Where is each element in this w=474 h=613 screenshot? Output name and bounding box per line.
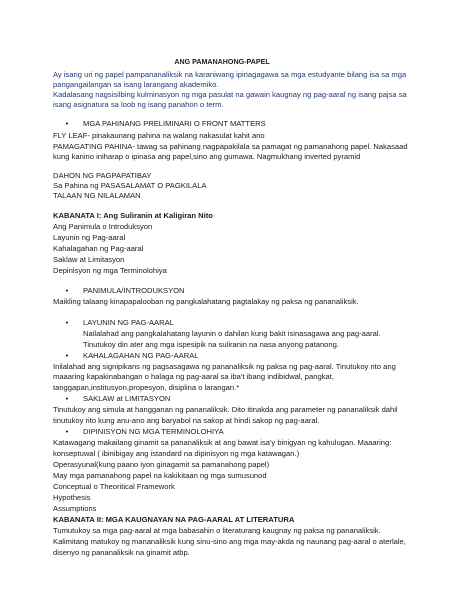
document-title: ANG PAMANAHONG-PAPEL [174, 57, 270, 66]
bullet-icon: • [65, 286, 69, 295]
bullet-icon: • [65, 351, 69, 360]
chapter1-part: Layunin ng Pag-aaral [53, 233, 126, 242]
chapter1-part: Ang Panimula o Introduksyon [53, 222, 153, 231]
significance-line: tanggapan,institusyon,propesyon, disiplina o larangan.* [53, 383, 240, 392]
prelim-page-item: TALAAN NG NILALAMAN [53, 191, 141, 200]
definition-line: Katawagang makailang ginamit sa pananaliksik at ang bawat isa'y binigyan ng kahulugan. Maaaring: [53, 438, 392, 447]
definition-line: May mga pamanahong papel na kakikitaan ng mga sumusunod [53, 471, 267, 480]
chapter2-line: Tumutukoy sa mga pag-aaral at mga babasahin o literaturang kaugnay ng paksa ng pananaliksik. [53, 526, 381, 535]
bullet-icon: • [65, 318, 69, 327]
definition-line: Hypothesis [53, 493, 91, 502]
definition-line: konseptuwal ( ibinibigay ang istandard na dipinisyon ng mga katawagan.) [53, 449, 300, 458]
significance-line: maaaring kapakinabangan o halaga ng pag-aaral sa iba't ibang indibidwal, pangkat, [53, 372, 334, 381]
intro-line: Kadalasang nagsisilbing kulminasyon ng mga pasulat na gawain kaugnay ng pag-aaral ng isang pajsa sa [53, 90, 407, 99]
significance-heading: KAHALAGAHAN NG PAG-AARAL [83, 351, 199, 360]
chapter2-heading: KABANATA II: MGA KAUGNAYAN NA PAG-AARAL AT LITERATURA [53, 515, 295, 524]
scope-line: tinutukoy rito kung anu-ano ang baryabol na sakop at hindi sakop ng pag-aaral. [53, 416, 320, 425]
front-matters-line: PAMAGATING PAHINA- tawag sa pahinang nagpapakilala sa pamagat ng pamanahong papel. Nakasaad [53, 142, 408, 151]
objectives-line: Tinutukoy din ater ang mga ispesipik na suliranin na nasa anyong patanong. [83, 340, 339, 349]
chapter2-line: Kalimitang matukoy ng mananaliksik kung sinu-sino ang mga may-akda ng naunang pag-aaral o aterlale, [53, 537, 406, 546]
intro-line: pangangailangan sa isang larangang akademiko. [53, 80, 219, 89]
front-matters-line: kung kanino iniharap o ipinasa ang papel,sino ang gumawa. Nagmukhang inverted pyramid [53, 152, 361, 161]
chapter1-part: Kahalagahan ng Pag-aaral [53, 244, 144, 253]
intro-line: Ay isang uri ng papel pampananaliksik na karaniwang ipinagagawa sa mga estudyante bilang isa sa mga [53, 70, 407, 79]
front-matters-heading: MGA PAHINANG PRELIMINARI O FRONT MATTERS [83, 119, 266, 128]
definition-line: Operasyunal(kung paano iyon ginagamit sa pamanahong papel) [53, 460, 270, 469]
chapter1-part: Depinisyon ng mga Terminolohiya [53, 266, 167, 275]
definition-line: Assumptions [53, 504, 97, 513]
objectives-heading: LAYUNIN NG PAG-AARAL [83, 318, 174, 327]
introduction-heading: PANIMULA/INTRODUKSYON [83, 286, 185, 295]
chapter1-part: Saklaw at Limitasyon [53, 255, 125, 264]
introduction-description: Maikling talaang kinapapalooban ng pangkalahatang pagtalakay ng paksa ng pananaliksik. [53, 297, 359, 306]
chapter1-heading: KABANATA I: Ang Suliranin at Kaligiran Nito [53, 211, 213, 220]
prelim-page-item: DAHON NG PAGPAPATIBAY [53, 171, 152, 180]
bullet-icon: • [65, 119, 69, 128]
significance-line: Inilalahad ang signipikans ng pagsasagawa ng pananaliksik ng paksa ng pag-aaral. Tinutukoy rito ang [53, 362, 396, 371]
prelim-page-item: Sa Pahina ng PASASALAMAT O PAGKILALA [53, 181, 207, 190]
definition-line: Conceptual o Theoritical Framework [53, 482, 175, 491]
bullet-icon: • [65, 394, 69, 403]
chapter2-line: disenyo ng pananaliksik na ginamit atbp. [53, 548, 190, 557]
scope-heading: SAKLAW at LIMITASYON [83, 394, 171, 403]
objectives-line: Nailalahad ang pangkalahatang layunin o dahilan kung bakit isinasagawa ang pag-aaral. [83, 329, 381, 338]
scope-line: Tinutukoy ang simula at hangganan ng pananaliksik. Dito itinakda ang parameter ng pananaliksik dahil [53, 405, 398, 414]
front-matters-line: FLY LEAF- pinakaunang pahina na walang nakasulat kahit ano [53, 131, 265, 140]
bullet-icon: • [65, 427, 69, 436]
intro-line: isang asignatura sa loob ng isang panahon o term. [53, 100, 224, 109]
definition-heading: DIPINISYON NG MGA TERMINOLOHIYA [83, 427, 224, 436]
